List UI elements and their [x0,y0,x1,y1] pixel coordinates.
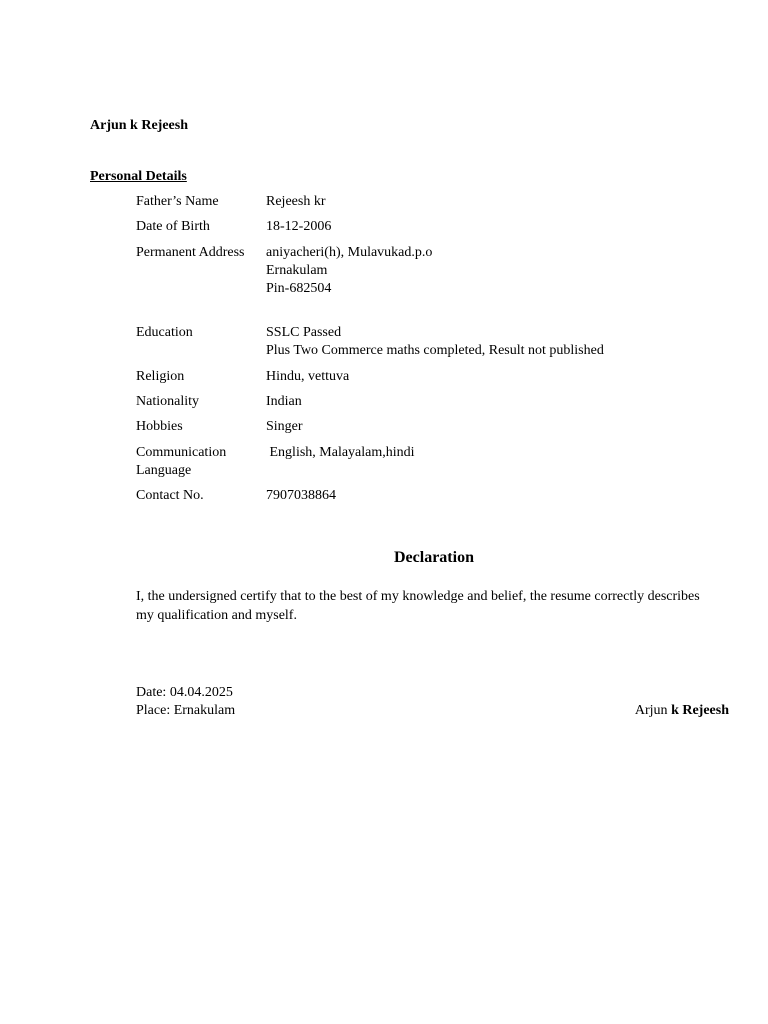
personal-details-heading: Personal Details [90,169,187,184]
detail-value-line: Hindu, vettuva [266,369,350,384]
detail-value [266,393,696,411]
detail-row-religion [136,368,696,393]
personal-details-table [136,193,696,512]
detail-row-fathers-name [136,193,696,218]
detail-value [266,193,696,211]
detail-value-line: 7907038864 [266,488,336,503]
detail-value [266,244,696,298]
declaration-text: I, the undersigned certify that to the best of my knowledge and belief, the resume correctly describes my qualification and myself. [136,589,700,623]
signature-last-name: k Rejeesh [671,703,729,718]
detail-label: Date of Birth [136,219,210,234]
detail-row-date-of-birth [136,218,696,244]
declaration-date: Date: 04.04.2025 [136,685,233,700]
detail-value-line: Ernakulam [266,263,328,278]
detail-row-permanent-address [136,244,696,324]
signature-name [635,702,729,720]
detail-label: Permanent Address [136,245,245,260]
detail-value-line: Pin-682504 [266,281,332,296]
declaration-place: Place: Ernakulam [136,703,236,718]
detail-label: Father’s Name [136,194,219,209]
candidate-name: Arjun k Rejeesh [90,118,188,133]
signature-first-name: Arjun [634,703,672,718]
detail-value [266,324,696,360]
detail-row-hobbies [136,418,696,444]
detail-value-line: Rejeesh kr [266,194,326,209]
detail-value-line: aniyacheri(h), Mulavukad.p.o [266,245,433,260]
detail-label: Contact No. [136,488,204,503]
detail-label: Nationality [136,394,199,409]
detail-row-nationality [136,393,696,418]
detail-row-contact-no [136,487,696,512]
detail-value-line: 18-12-2006 [266,219,332,234]
detail-value [266,368,696,386]
declaration-title: Declaration [394,549,474,566]
detail-value-line: Indian [266,394,302,409]
detail-value-line: English, Malayalam,hindi [266,445,415,460]
detail-value [266,487,696,505]
detail-value-line: SSLC Passed [266,325,342,340]
detail-label: Hobbies [136,419,183,434]
detail-value-line: Singer [266,419,303,434]
detail-row-education [136,324,696,368]
detail-value-line: Plus Two Commerce maths completed, Result not published [266,343,604,358]
detail-value [266,418,696,436]
detail-value [266,444,696,462]
detail-row-communication-language [136,444,696,487]
detail-label: Religion [136,369,185,384]
detail-value [266,218,696,236]
detail-label: Communication Language [136,445,227,478]
detail-label: Education [136,325,193,340]
